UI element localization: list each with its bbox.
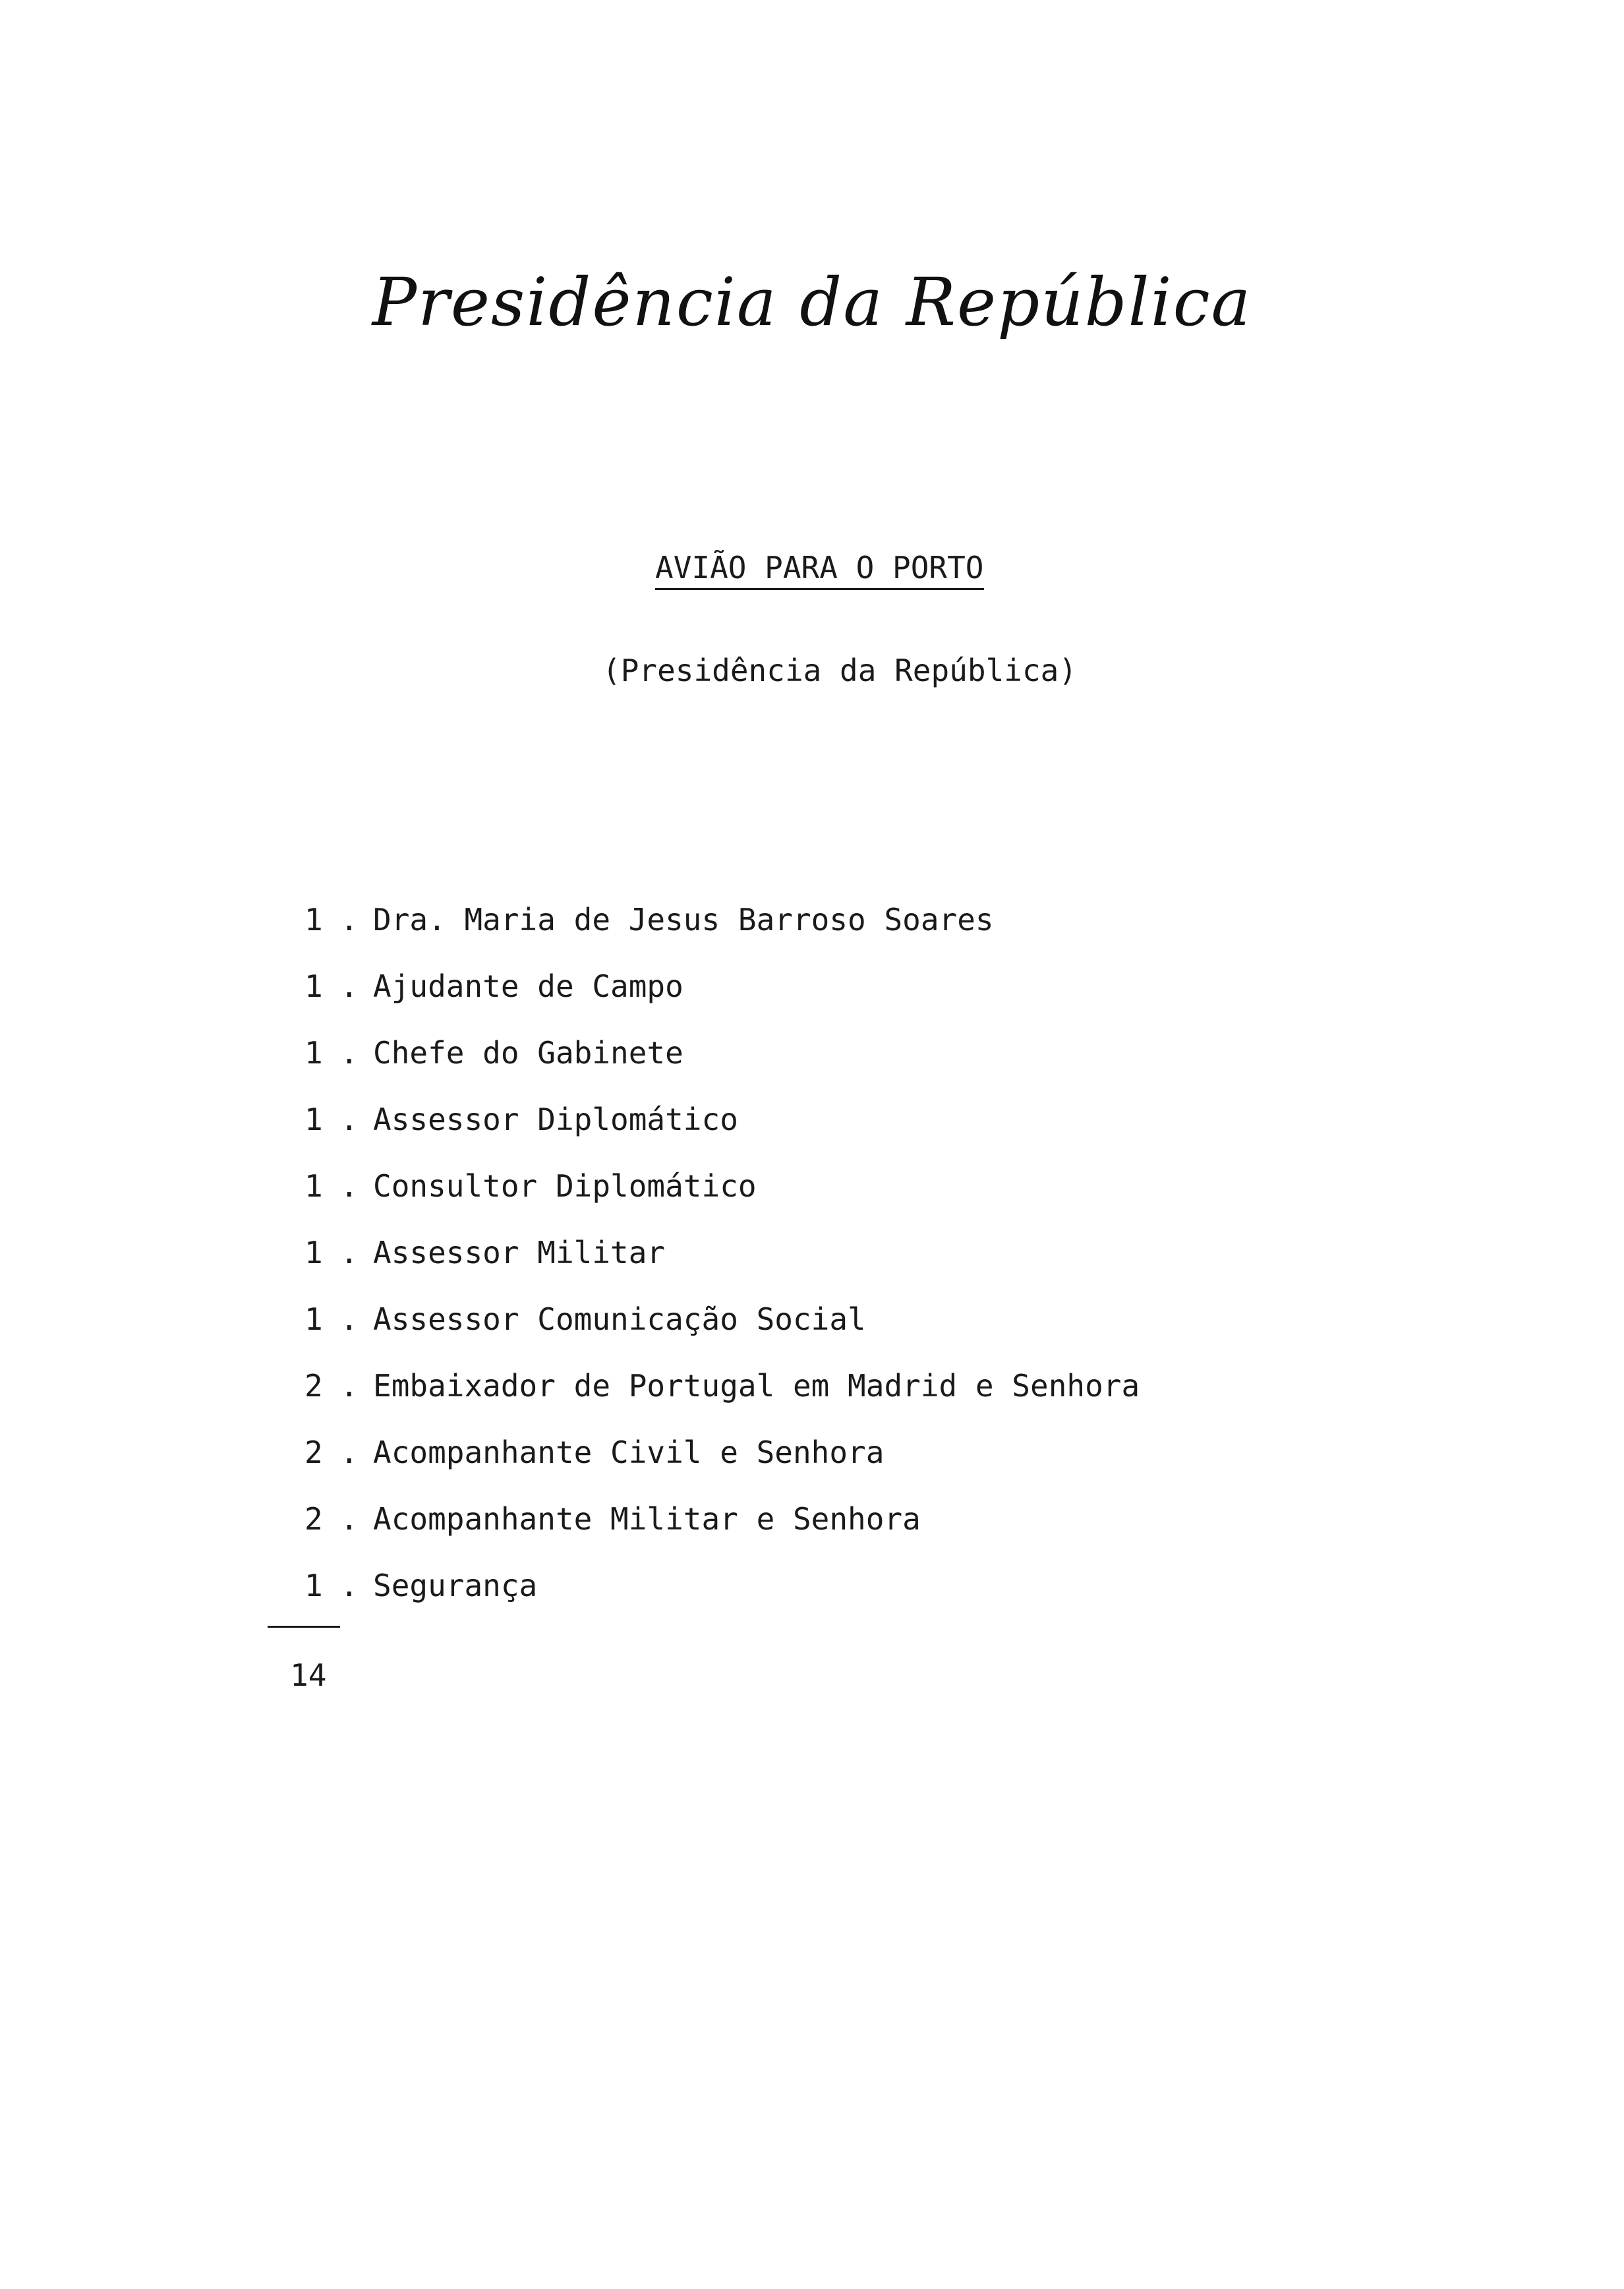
item-description: Assessor Militar (373, 1235, 666, 1270)
item-separator: . (340, 1501, 359, 1537)
item-separator: . (340, 1568, 359, 1603)
list-item (304, 1301, 1140, 1371)
item-quantity: 1 (304, 1035, 323, 1071)
item-quantity: 1 (304, 1568, 323, 1603)
item-description: Ajudante de Campo (373, 968, 683, 1004)
document-subtitle: (Presidência da República) (602, 653, 1078, 688)
total-count: 14 (290, 1657, 327, 1693)
item-description: Acompanhante Civil e Senhora (373, 1435, 884, 1470)
list-item (304, 968, 1140, 1038)
item-description: Acompanhante Militar e Senhora (373, 1501, 921, 1537)
item-description: Dra. Maria de Jesus Barroso Soares (373, 902, 994, 937)
item-separator: . (340, 1235, 359, 1270)
list-item (304, 1104, 1140, 1171)
item-description: Assessor Diplomático (373, 1102, 738, 1137)
item-quantity: 1 (304, 1102, 323, 1137)
item-description: Embaixador de Portugal em Madrid e Senhora (373, 1368, 1140, 1404)
item-quantity: 2 (304, 1368, 323, 1404)
list-item (304, 1570, 1140, 1637)
item-quantity: 1 (304, 1301, 323, 1337)
item-separator: . (340, 1035, 359, 1071)
item-separator: . (340, 1435, 359, 1470)
letterhead: Presidência da República (372, 264, 1252, 341)
document-title: AVIÃO PARA O PORTO (655, 552, 984, 590)
item-separator: . (340, 902, 359, 937)
item-separator: . (340, 1168, 359, 1204)
item-separator: . (340, 1102, 359, 1137)
list-item (304, 1437, 1140, 1504)
passenger-list (304, 902, 1140, 1637)
item-quantity: 1 (304, 902, 323, 937)
item-quantity: 1 (304, 1168, 323, 1204)
item-description: Assessor Comunicação Social (373, 1301, 866, 1337)
total-divider (268, 1626, 340, 1628)
item-separator: . (340, 1368, 359, 1404)
item-description: Consultor Diplomático (373, 1168, 757, 1204)
list-item (304, 1237, 1140, 1304)
list-item (304, 1035, 1140, 1104)
item-quantity: 2 (304, 1501, 323, 1537)
item-description: Chefe do Gabinete (373, 1035, 683, 1071)
list-item (304, 1168, 1140, 1237)
item-quantity: 1 (304, 1235, 323, 1270)
item-quantity: 1 (304, 968, 323, 1004)
list-item (304, 902, 1140, 971)
list-item (304, 1368, 1140, 1437)
item-quantity: 2 (304, 1435, 323, 1470)
item-separator: . (340, 1301, 359, 1337)
item-separator: . (340, 968, 359, 1004)
list-item (304, 1501, 1140, 1570)
item-description: Segurança (373, 1568, 538, 1603)
